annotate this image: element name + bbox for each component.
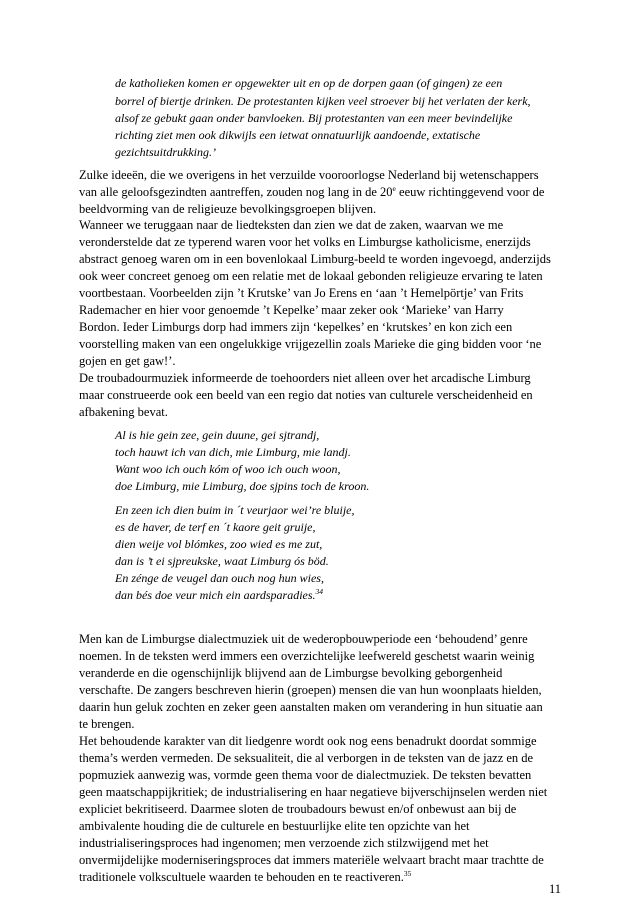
- body-line: ambivalente houding die de culturele en bestuurlijke elite ten opzichte van het: [79, 819, 470, 833]
- body-line: beeldvorming van de religieuze bevolkingsgroepen blijven.: [79, 202, 377, 216]
- poem-line: toch hauwt ich van dich, mie Limburg, mie landj.: [115, 445, 351, 459]
- quote-line: alsof ze gebukt gaan onder banvloeken. Bij protestanten van een meer bevindelijke: [115, 111, 513, 125]
- body-line: voorstelling maken van een ongelukkige vrijgezellin zoals Marieke die ging bidden voor ‘ne: [79, 337, 542, 351]
- body-line: popmuziek aanwezig was, vormde geen thema voor de dialectmuziek. De teksten bevatten: [79, 768, 532, 782]
- quote-line: de katholieken komen er opgewekter uit en op de dorpen gaan (of gingen) ze een: [115, 76, 503, 90]
- poem-line: es de haver, de terf en ´t kaore geit gruije,: [115, 520, 316, 534]
- body-line: voortbestaan. Voorbeelden zijn ’t Krutske’ van Jo Erens en ‘aan ’t Hemelpörtje’ van Frits: [79, 286, 524, 300]
- body-line: Rademacher en hier voor genoemde ’t Kepelke’ maar zeker ook ‘Marieke’ van Harry: [79, 303, 504, 317]
- body-line: veranderde en die ogenschijnlijk blijvend aan de Limburgse bevolking geborgenheid: [79, 666, 503, 680]
- body-line: thema’s werden vermeden. De seksualiteit, die al verborgen in de teksten van de jazz en de: [79, 751, 534, 765]
- body-line: veronderstelde dat ze typerend waren voor het volks en Limburgse katholicisme, enerzijds: [79, 235, 531, 249]
- body-line: onvermijdelijke moderniseringsproces dat immers materiële welvaart bracht maar trachtte de: [79, 853, 544, 867]
- body-line: abstract genoeg waren om in een bovenlokaal Limburg-beeld te worden ingevoegd, anderzijds: [79, 252, 551, 266]
- poem-line: [115, 588, 323, 603]
- body-line: Bordon. Ieder Limburgs dorp had immers zijn ‘kepelkes’ en ‘krutskes’ en kon zich een: [79, 320, 513, 334]
- body-line: afbakening bevat.: [79, 405, 168, 419]
- body-line: Men kan de Limburgse dialectmuziek uit de wederopbouwperiode een ‘behoudend’ genre: [79, 632, 528, 646]
- poem-line: Al is hie gein zee, gein duune, gei sjtrandj,: [115, 428, 320, 442]
- body-line: geen maatschappijkritiek; de industrialisering en haar negatieve bijverschijnselen werden niet: [79, 785, 548, 799]
- poem-line: Want woo ich ouch kóm of woo ich ouch woon,: [115, 462, 341, 476]
- body-line: daarin hun geluk zochten en zeker geen aanstalten maken om verandering in hun situatie aan: [79, 700, 543, 714]
- page-number: 11: [549, 882, 562, 896]
- body-line: expliciet bekritiseerd. Daarmee sloten de troubadours bewust en/of onbewust aan bij de: [79, 802, 517, 816]
- body-line: maar construeerde ook een beeld van een regio dat noties van culturele verscheidenheid en: [79, 388, 533, 402]
- body-line: noemen. In de teksten werd immers een overzichtelijke leefwereld geschetst waarin weinig: [79, 649, 535, 663]
- quote-line: richting ziet men ook dikwijls een ietwat onnatuurlijk aandoende, extatische: [115, 128, 481, 142]
- body-text: van alle geloofsgezindten aantreffen, zouden nog lang in de 20: [79, 185, 393, 199]
- poem-line: En zeen ich dien buim in ´t veurjaor wei’re bluije,: [115, 503, 355, 517]
- poem-line: dien weije vol blómkes, zoo wied es me zut,: [115, 537, 323, 551]
- body-line: Wanneer we teruggaan naar de liedteksten dan zien we dat de zaken, waarvan we me: [79, 218, 504, 232]
- poem-line: En zénge de veugel dan ouch nog hun wies,: [115, 571, 324, 585]
- body-line: [79, 185, 544, 200]
- body-text: eeuw richtinggevend voor de: [395, 185, 545, 199]
- poem-line: dan is ’t ei sjpreukske, waat Limburg ós böd.: [115, 554, 329, 568]
- body-line: gojen en get gaw!’.: [79, 354, 176, 368]
- body-line: Het behoudende karakter van dit liedgenre wordt ook nog eens benadrukt doordat sommige: [79, 734, 537, 748]
- body-line: ook weer concreet genoeg om een relatie met de lokaal gebonden religieuze ervaring te laten: [79, 269, 543, 283]
- body-text: traditionele volkscultuele waarden te behouden en te reactiveren.: [79, 870, 404, 884]
- body-line: te brengen.: [79, 717, 135, 731]
- footnote-ref-34: 34: [315, 587, 324, 596]
- body-line: De troubadourmuziek informeerde de toehoorders niet alleen over het arcadische Limburg: [79, 371, 531, 385]
- body-line: industrialiseringsproces had ingenomen; men verzoende zich stilzwijgend met het: [79, 836, 489, 850]
- body-line: Zulke ideeën, die we overigens in het verzuilde vooroorlogse Nederland bij wetenschappers: [79, 168, 539, 182]
- quote-line: gezichtsuitdrukking.’: [115, 145, 216, 159]
- poem-text: dan bés doe veur mich ein aardsparadies.: [115, 588, 316, 602]
- footnote-ref-35: 35: [403, 869, 412, 878]
- poem-line: doe Limburg, mie Limburg, doe sjpins toch de kroon.: [115, 479, 370, 493]
- body-line: verschafte. De zangers beschreven hierin (groepen) mensen die van hun woonplaats hielden,: [79, 683, 542, 697]
- quote-line: borrel of biertje drinken. De protestanten kijken veel stroever bij het verlaten der kerk,: [115, 94, 531, 108]
- body-line: [79, 870, 411, 885]
- superscript: e: [392, 184, 396, 193]
